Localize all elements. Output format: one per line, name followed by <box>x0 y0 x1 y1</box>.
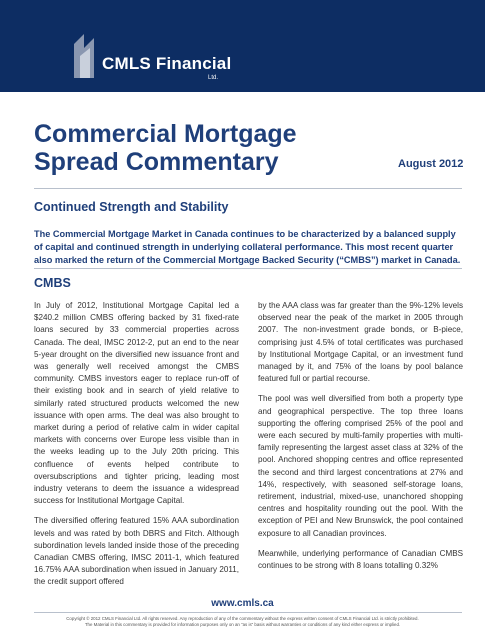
copyright-line: Copyright © 2012 CMLS Financial Ltd. All rights reserved. Any reproduction of any of the commentary without the express written consent of CMLS Financial Ltd. is strictly prohibited. <box>66 616 419 621</box>
section-heading: Continued Strength and Stability <box>34 200 229 214</box>
paragraph: The pool was well diversified from both a property type and geographical perspective. The top three loans supporting the offering comprised 25% of the pool and were each secured by multi-family properties with multi-family representing the largest asset class at 32% of the pool. Anchored shopping centres and office represented the second and third largest concentrations at 27% and 14%, respectively, with seasoned self-storage loans, retirement, industrial, mixed-use, unanchored shopping centres and hospitality rounding out the pool. With the exception of PEI and New Brunswick, the pool contained exposure to all Canadian provinces. <box>258 394 463 538</box>
paragraph: by the AAA class was far greater than the 9%-12% levels observed near the peak of the market in 2005 through 2007. The non-investment grade bonds, or B-piece, comprising just 4.5% of total certificates was purchased by Institutional Mortgage Capital, or an investment fund managed by it, and 75% of the loans by pool balance featured full or partial recourse. <box>258 301 463 384</box>
header-banner <box>0 0 485 92</box>
cmls-logo-icon <box>70 34 98 78</box>
left-column <box>34 300 239 597</box>
page-title: Commercial Mortgage Spread Commentary <box>34 120 297 176</box>
cmbs-heading: CMBS <box>34 276 71 290</box>
disclaimer-line: The Material in this commentary is provided for information purposes only on an "as is" basis without warranties or conditions of any kind either express or implied. <box>84 622 401 627</box>
divider <box>34 268 462 269</box>
lead-paragraph: The Commercial Mortgage Market in Canada continues to be characterized by a balanced supply of capital and continued strength in underlying collateral performance. This most recent quarter also marked the return of the Commercial Mortgage Backed Security (“CMBS”) market in Canada. <box>34 229 461 265</box>
company-suffix: Ltd. <box>208 75 219 81</box>
paragraph: In July of 2012, Institutional Mortgage Capital led a $240.2 million CMBS offering backed by 31 fixed-rate loans secured by 33 commercial properties across Canada. The deal, IMSC 2012-2, put an end to the near 5-year drought on the diversified new issuance front and was generally well received amongst the CMBS community. CMBS investors eager to replace run-off of their existing book and in search of yield relative to similarly rated structured products welcomed the new issuance with open arms. The deal was also brought to market during a period of relative calm in wider capital markets with concerns over Europe less visible than in the weeks leading up to the July 20th pricing. This confluence of events helped contribute to oversubscriptions and tighter pricing, leading most industry veterans to deem the issuance a widespread success for Institutional Mortgage Capital. <box>34 301 239 506</box>
paragraph: Meanwhile, underlying performance of Canadian CMBS continues to be strong with 8 loans totalling 0.32% <box>258 548 463 571</box>
company-name: CMLS Financial <box>102 54 232 73</box>
divider <box>34 612 462 613</box>
issue-date: August 2012 <box>398 158 464 170</box>
divider <box>34 188 462 189</box>
website-link[interactable]: www.cmls.ca <box>211 598 274 609</box>
right-column <box>258 300 463 580</box>
paragraph: The diversified offering featured 15% AAA subordination levels and was rated by both DBRS and Fitch. Although subordination levels landed inside those of the preceding Canadian CMBS offering, IMSC 2011-1, which featured 16.75% AAA subordination when issued in January 2011, the credit support offered <box>34 516 239 587</box>
company-logo[interactable] <box>70 34 230 84</box>
copyright-notice <box>20 616 465 628</box>
